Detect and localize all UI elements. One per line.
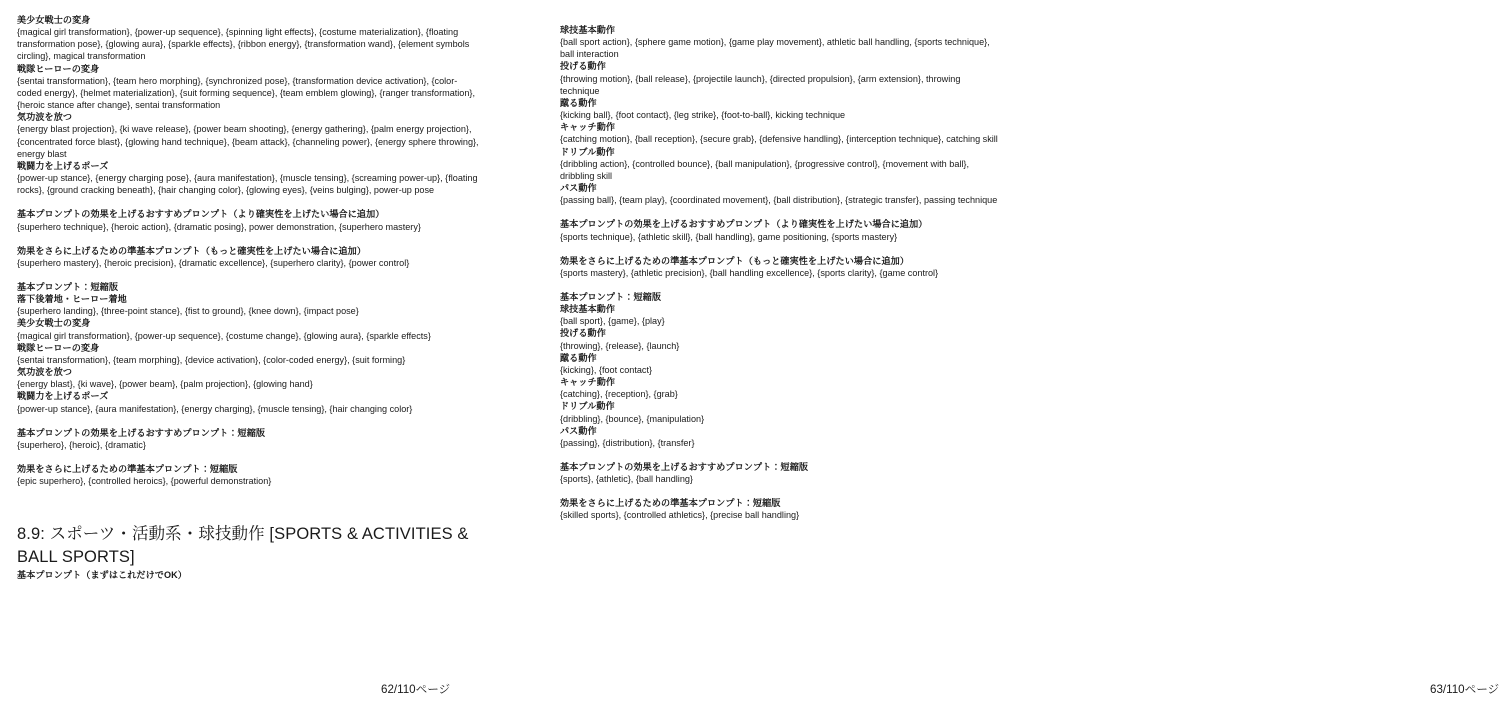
prompt-entry-tags: {superhero}, {heroic}, {dramatic} [17, 439, 146, 450]
prompt-entry-tags: {throwing}, {release}, {launch} [560, 340, 680, 351]
prompt-entry [17, 390, 482, 414]
prompt-entry-heading: 投げる動作 [560, 61, 606, 72]
prompt-entry [560, 303, 1000, 327]
prompt-entry [560, 400, 1000, 424]
prompt-entry [17, 208, 482, 232]
prompt-entry-heading: キャッチ動作 [560, 377, 616, 388]
prompt-entry [17, 245, 482, 269]
prompt-entry-tags: {catching}, {reception}, {grab} [560, 389, 678, 400]
prompt-entry [17, 342, 482, 366]
prompt-entry-tags: {skilled sports}, {controlled athletics}, {precise ball handling} [560, 510, 800, 521]
prompt-entry-heading: パス動作 [560, 425, 597, 436]
prompt-entry-heading: 戦闘力を上げるポーズ [17, 160, 109, 171]
prompt-entry-heading: 効果をさらに上げるための準基本プロンプト：短縮版 [560, 498, 781, 509]
prompt-entry [560, 146, 1000, 182]
prompt-entry-heading: 基本プロンプトの効果を上げるおすすめプロンプト（より確実性を上げたい場合に追加） [560, 219, 928, 230]
prompt-entry [17, 160, 482, 196]
block-spacer [17, 415, 482, 427]
prompt-entry-heading: 基本プロンプト：短縮版 [560, 291, 662, 302]
prompt-entry [560, 497, 1000, 521]
prompt-entry-tags: {power-up stance}, {aura manifestation}, {energy charging}, {muscle tensing}, {hair changing color} [17, 403, 413, 414]
prompt-entry [560, 327, 1000, 351]
prompt-entry-tags: {throwing motion}, {ball release}, {projectile launch}, {directed propulsion}, {arm extension}, throwing technique [560, 73, 961, 96]
prompt-entry-heading: 基本プロンプトの効果を上げるおすすめプロンプト（より確実性を上げたい場合に追加） [17, 209, 385, 220]
prompt-entry-tags: {epic superhero}, {controlled heroics}, {powerful demonstration} [17, 476, 272, 487]
prompt-entry [17, 63, 482, 112]
prompt-entry-heading: 美少女戦士の変身 [17, 15, 91, 25]
prompt-entry-heading: 蹴る動作 [560, 97, 597, 108]
prompt-entry-heading: 戦闘力を上げるポーズ [17, 391, 109, 402]
prompt-entry [560, 121, 1000, 145]
prompt-entry-tags: {sports technique}, {athletic skill}, {ball handling}, game positioning, {sports mastery} [560, 231, 898, 242]
page-left [0, 0, 512, 712]
prompt-entry [560, 24, 1000, 60]
prompt-entry-tags: {kicking}, {foot contact} [560, 364, 653, 375]
chapter-heading-group [17, 523, 482, 581]
prompt-entry [560, 291, 1000, 303]
prompt-entry-tags: {dribbling action}, {controlled bounce}, {ball manipulation}, {progressive control}, {movement with ball}, dribbling skill [560, 158, 969, 181]
prompt-entry-heading: 基本プロンプトの効果を上げるおすすめプロンプト：短縮版 [560, 462, 809, 472]
prompt-entry-tags: {power-up stance}, {energy charging pose}, {aura manifestation}, {muscle tensing}, {screaming power-up}, {floating rocks}, {ground cracking beneath}, {hair changing color}, {glowing eyes}, {veins bulging}, power-up pose [17, 173, 478, 196]
prompt-entry-tags: {energy blast projection}, {ki wave release}, {power beam shooting}, {energy gathering}, {palm energy projection}, {concentrated force blast}, {glowing hand technique}, {beam attack}, {channeling power}, {energy sphere throwing}, energy blast [17, 124, 479, 159]
prompt-entry-heading: 効果をさらに上げるための準基本プロンプト（もっと確実性を上げたい場合に追加） [17, 245, 367, 256]
block-spacer [560, 206, 1000, 218]
prompt-entry [17, 281, 482, 293]
prompt-entry-heading: 投げる動作 [560, 328, 606, 339]
page-right-content [560, 24, 1000, 522]
prompt-entry-heading: 効果をさらに上げるための準基本プロンプト：短縮版 [17, 464, 238, 474]
page-number-left: 62/110ページ [381, 683, 451, 696]
prompt-entry-tags: {passing}, {distribution}, {transfer} [560, 437, 695, 448]
prompt-entry [17, 111, 482, 160]
prompt-entry-heading: キャッチ動作 [560, 122, 616, 133]
prompt-entry-heading: パス動作 [560, 183, 597, 194]
prompt-block-list-left [17, 14, 482, 487]
prompt-entry [17, 14, 482, 63]
prompt-entry-heading: 戦隊ヒーローの変身 [17, 342, 100, 353]
prompt-entry-tags: {dribbling}, {bounce}, {manipulation} [560, 413, 705, 424]
prompt-entry-tags: {sentai transformation}, {team morphing}, {device activation}, {color-coded energy}, {suit forming} [17, 354, 406, 365]
prompt-entry [17, 293, 482, 317]
page-right [512, 0, 1499, 712]
prompt-entry [17, 366, 482, 390]
prompt-entry-tags: {superhero landing}, {three-point stance}, {fist to ground}, {knee down}, {impact pose} [17, 306, 359, 317]
page-number-right: 63/110ページ [1430, 683, 1499, 696]
prompt-entry-tags: {catching motion}, {ball reception}, {secure grab}, {defensive handling}, {interception technique}, catching skill [560, 134, 998, 145]
prompt-entry [560, 218, 1000, 242]
prompt-entry-tags: {magical girl transformation}, {power-up sequence}, {costume change}, {glowing aura}, {sparkle effects} [17, 330, 431, 341]
prompt-entry [560, 255, 1000, 279]
block-spacer [560, 243, 1000, 255]
prompt-entry [560, 376, 1000, 400]
prompt-entry-heading: 気功波を放つ [17, 112, 73, 123]
page-left-content [17, 14, 482, 581]
prompt-entry [560, 182, 1000, 206]
prompt-entry-heading: 球技基本動作 [560, 25, 616, 35]
prompt-entry [17, 317, 482, 341]
prompt-entry-tags: {superhero mastery}, {heroic precision}, {dramatic excellence}, {superhero clarity}, {power control} [17, 257, 410, 268]
prompt-entry [560, 60, 1000, 96]
prompt-entry [560, 352, 1000, 376]
prompt-entry-heading: 戦隊ヒーローの変身 [17, 63, 100, 74]
prompt-entry-heading: 球技基本動作 [560, 304, 616, 315]
block-spacer [17, 233, 482, 245]
prompt-entry-heading: 美少女戦士の変身 [17, 318, 91, 329]
prompt-entry [560, 97, 1000, 121]
prompt-entry-heading: 効果をさらに上げるための準基本プロンプト（もっと確実性を上げたい場合に追加） [560, 255, 910, 266]
prompt-entry-tags: {sports}, {athletic}, {ball handling} [560, 474, 693, 485]
prompt-entry-heading: ドリブル動作 [560, 146, 615, 157]
block-spacer [17, 269, 482, 281]
prompt-block-list-right [560, 24, 1000, 522]
prompt-entry-tags: {ball sport action}, {sphere game motion}, {game play movement}, athletic ball handling, {sports technique}, ball interaction [560, 37, 990, 60]
prompt-entry-heading: 落下後着地・ヒーロー着地 [17, 294, 127, 305]
prompt-entry-tags: {energy blast}, {ki wave}, {power beam}, {palm projection}, {glowing hand} [17, 379, 313, 390]
prompt-entry-heading: 気功波を放つ [17, 367, 73, 378]
prompt-entry [560, 461, 1000, 485]
prompt-entry-tags: {kicking ball}, {foot contact}, {leg strike}, {foot-to-ball}, kicking technique [560, 110, 846, 121]
prompt-entry [560, 425, 1000, 449]
prompt-entry-tags: {sports mastery}, {athletic precision}, {ball handling excellence}, {sports clarity}, {game control} [560, 267, 939, 278]
block-spacer [560, 485, 1000, 497]
block-spacer [560, 279, 1000, 291]
chapter-title: 8.9: スポーツ・活動系・球技動作 [SPORTS & ACTIVITIES & BALL SPORTS] [17, 525, 469, 567]
block-spacer [560, 449, 1000, 461]
prompt-entry-tags: {magical girl transformation}, {power-up sequence}, {spinning light effects}, {costume materialization}, {floating transformation pose}, {glowing aura}, {sparkle effects}, {ribbon energy}, {transformation wand}, {element symbols circling}, magical transformation [17, 27, 470, 62]
prompt-entry-heading: 基本プロンプト：短縮版 [17, 281, 119, 292]
prompt-entry-heading: ドリブル動作 [560, 401, 615, 412]
block-spacer [17, 196, 482, 208]
prompt-entry-tags: {passing ball}, {team play}, {coordinated movement}, {ball distribution}, {strategic transfer}, passing technique [560, 195, 998, 206]
prompt-entry-tags: {superhero technique}, {heroic action}, {dramatic posing}, power demonstration, {superhero mastery} [17, 221, 421, 232]
prompt-entry-heading: 蹴る動作 [560, 352, 597, 363]
prompt-entry [17, 463, 482, 487]
prompt-entry-heading: 基本プロンプトの効果を上げるおすすめプロンプト：短縮版 [17, 427, 266, 438]
chapter-subtitle: 基本プロンプト（まずはこれだけでOK） [17, 570, 187, 581]
prompt-entry [17, 427, 482, 451]
block-spacer [17, 451, 482, 463]
prompt-entry-tags: {ball sport}, {game}, {play} [560, 316, 665, 327]
prompt-entry-tags: {sentai transformation}, {team hero morphing}, {synchronized pose}, {transformation device activation}, {color-coded energy}, {helmet materialization}, {suit forming sequence}, {team emblem glowing}, {ranger transformation}, {heroic stance after change}, sentai transformation [17, 75, 475, 111]
